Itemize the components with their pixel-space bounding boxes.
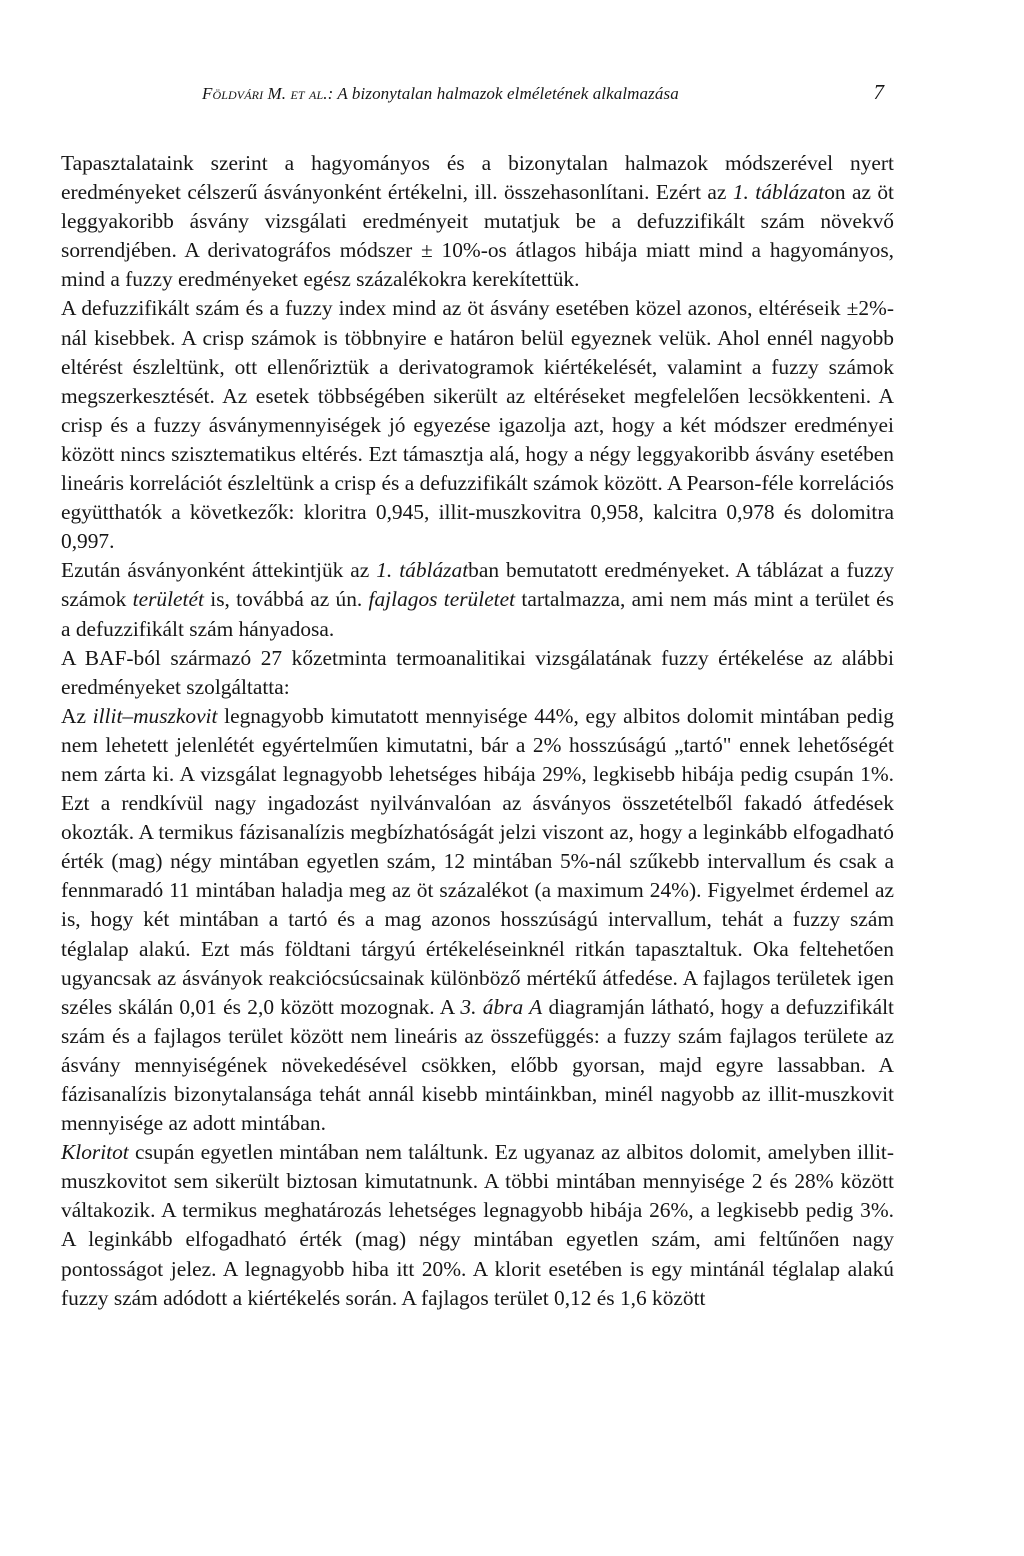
- paragraph-5: [61, 702, 894, 1138]
- text-run: on az öt leggyakoribb ásvány vizsgálati eredményeit mutatjuk be a defuzzifikált szám növekvő sorrendjében. A derivatográfos módszer ± 10%-os átlagos hibája miatt mind a hagyományos, mind a fuzzy eredményeket egész százalékokra kerekítettük.: [61, 180, 894, 292]
- article-body: [61, 149, 894, 1313]
- italic-run: illit–muszkovit: [92, 703, 218, 728]
- text-run: A BAF-ból származó 27 kőzetminta termoanalitikai vizsgálatának fuzzy értékelése az alábbi eredményeket szolgáltatta:: [61, 645, 894, 699]
- text-run: diagramján látható, hogy a defuzzifikált szám és a fajlagos terület között nem lineáris az összefüggés: a fuzzy szám fajlagos területe az ásvány mennyiségének növekedésével csökken, előbb gyorsan, majd egyre lassabban. A fázisanalízis bizonytalansága tehát annál kisebb mintáinkban, minél nagyobb az illit-muszkovit mennyisége az adott mintában.: [61, 994, 894, 1136]
- page-number: 7: [873, 80, 884, 104]
- text-run: Az: [61, 703, 93, 728]
- paragraph-3: [61, 556, 894, 643]
- text-run: is, továbbá az ún.: [203, 587, 369, 612]
- text-run: tartalmazza, ami nem más mint a terület és a defuzzifikált szám hányadosa.: [61, 587, 894, 641]
- running-title: [202, 84, 679, 104]
- italic-run: területét: [132, 587, 204, 612]
- paragraph-1: [61, 149, 894, 294]
- text-run: ban bemutatott eredményeket. A táblázat a fuzzy számok: [61, 558, 895, 612]
- text-run: legnagyobb kimutatott mennyisége 44%, egy albitos dolomit mintában pedig nem lehetett jelenlétét egyértelműen kimutatni, bár a 2% hosszúságú „tartó" ennek lehetőségét nem zárta ki. A vizsgálat legnagyobb lehetséges hibája 29%, legkisebb hibája pedig csupán 1%. Ezt a rendkívül nagy ingadozást nyilvánvalóan az ásványos összetételből fakadó átfedések okozták. A termikus fázisanalízis megbízhatóságát jelzi viszont az, hogy a leginkább elfogadható érték (mag) négy mintában egyetlen szám, 12 mintában 5%-nál szűkebb intervallum és csak a fennmaradó 11 mintában haladja meg az öt százalékot (a maximum 24%). Figyelmet érdemel az is, hogy két mintában a tartó és a mag azonos hosszúságú intervallum, tehát a fuzzy szám téglalap alakú. Ezt más földtani tárgyú értékeléseinknél ritkán tapasztaltuk. Oka feltehetően ugyancsak az ásványok reakciócsúcsainak különböző mértékű átfedése. A fajlagos területek igen széles skálán 0,01 és 2,0 között mozognak. A: [61, 703, 894, 1019]
- italic-run: 1. táblázat: [732, 180, 825, 205]
- paragraph-2: [61, 294, 894, 556]
- italic-run: fajlagos területet: [368, 587, 516, 612]
- running-header: [61, 80, 894, 114]
- text-run: Ezután ásványonként áttekintjük az: [61, 558, 377, 583]
- running-title-authors: Földvári M. et al.:: [202, 84, 334, 103]
- paragraph-4: [61, 644, 894, 702]
- paragraph-6: [61, 1138, 894, 1313]
- text-run: Tapasztalataink szerint a hagyományos és a bizonytalan halmazok módszerével nyert eredményeket célszerű ásványonként értékelni, ill. összehasonlítani. Ezért az: [61, 151, 894, 205]
- italic-run: 3. ábra A: [460, 994, 543, 1019]
- text-run: csupán egyetlen mintában nem találtunk. Ez ugyanaz az albitos dolomit, amelyben illit-muszkovitot sem sikerült biztosan kimutatnunk. A többi mintában mennyisége 2 és 28% között váltakozik. A termikus meghatározás lehetséges legnagyobb hibája 26%, a legkisebb pedig 3%. A leginkább elfogadható érték (mag) négy mintában egyetlen szám, ami feltűnően nagy pontosságot jelez. A legnagyobb hiba itt 20%. A klorit esetében is egy mintánál téglalap alakú fuzzy szám adódott a kiértékelés során. A fajlagos terület 0,12 és 1,6 között: [61, 1140, 894, 1310]
- italic-run: 1. táblázat: [376, 558, 469, 583]
- document-page: [61, 80, 895, 1313]
- running-title-text: A bizonytalan halmazok elméletének alkalmazása: [337, 84, 679, 103]
- text-run: A defuzzifikált szám és a fuzzy index mind az öt ásvány esetében közel azonos, eltéréseik ±2%-nál kisebbek. A crisp számok is többnyire e határon belül egyeznek velük. Ahol ennél nagyobb eltérést észleltünk, ott ellenőriztük a derivatogramok kiértékelését, valamint a fuzzy számok megszerkesztését. Az esetek többségében sikerült az eltéréseket megfelelően lecsökkenteni. A crisp és a fuzzy ásványmennyiségek jó egyezése igazolja azt, hogy a két módszer eredményei között nincs szisztematikus eltérés. Ezt támasztja alá, hogy a négy leggyakoribb ásvány esetében lineáris korrelációt észleltünk a crisp és a defuzzifikált számok között. A Pearson-féle korrelációs együtthatók a következők: kloritra 0,945, illit-muszkovitra 0,958, kalcitra 0,978 és dolomitra 0,997.: [61, 296, 894, 554]
- italic-run: Kloritot: [61, 1140, 129, 1165]
